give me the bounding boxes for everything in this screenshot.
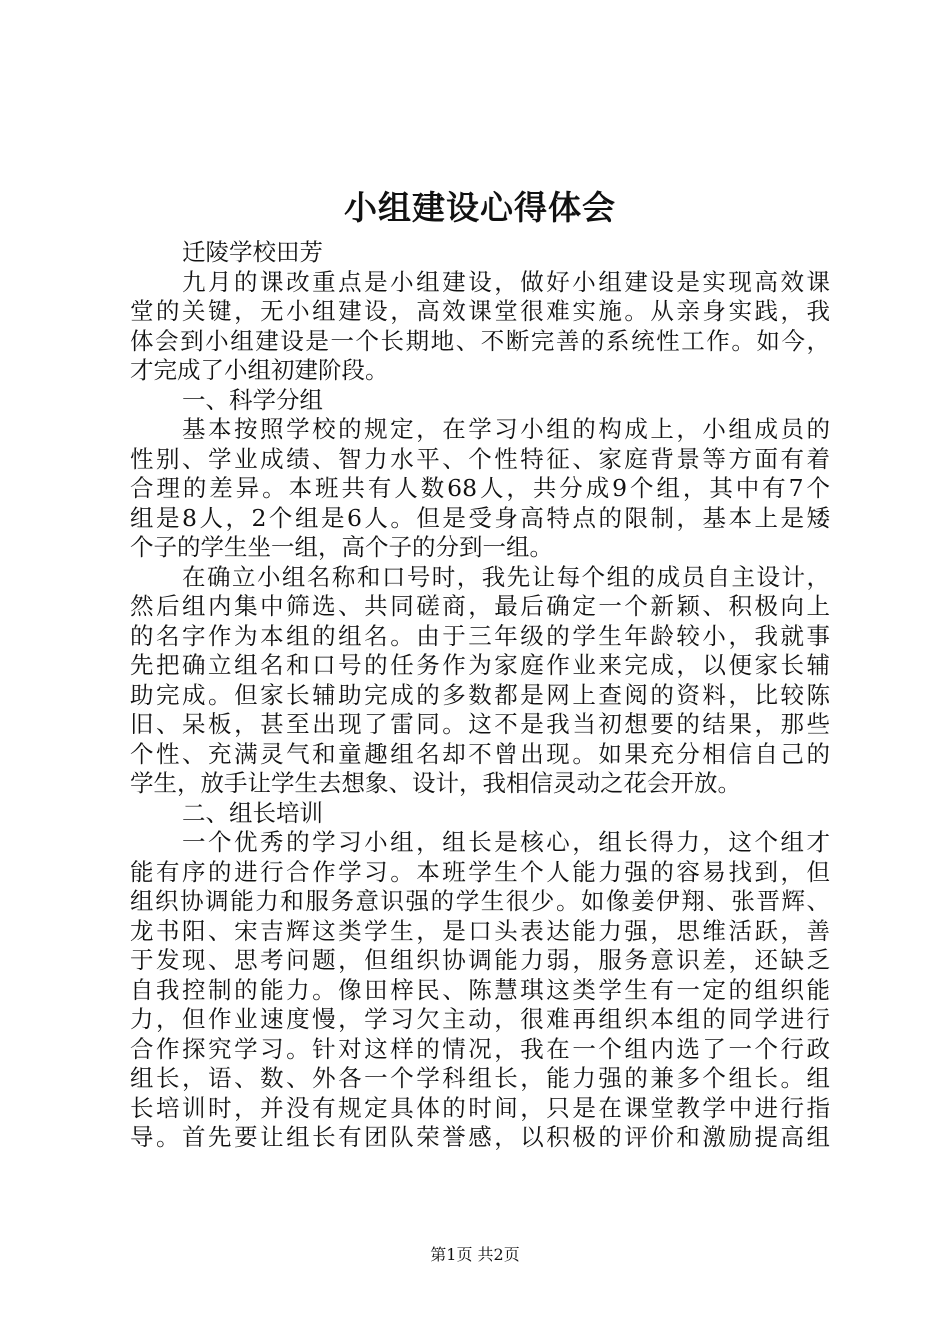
paragraph-line: 于发现、思考问题，但组织协调能力弱，服务意识差，还缺乏 (130, 946, 830, 974)
paragraph-line: 在确立小组名称和口号时，我先让每个组的成员自主设计， (182, 562, 830, 591)
page-footer: 第1页 共2页 (430, 1245, 520, 1264)
paragraph-line: 体会到小组建设是一个长期地、不断完善的系统性工作。如今， (130, 326, 830, 355)
document-body (130, 268, 830, 1153)
paragraph-line: 然后组内集中筛选、共同磋商，最后确定一个新颖、积极向上 (130, 592, 830, 620)
paragraph-line: 先把确立组名和口号的任务作为家庭作业来完成，以便家长辅 (130, 651, 830, 679)
paragraph-line: 长培训时，并没有规定具体的时间，只是在课堂教学中进行指 (130, 1093, 830, 1122)
paragraph-line: 性别、学业成绩、智力水平、个性特征、家庭背景等方面有着 (130, 444, 830, 473)
paragraph-line: 一、科学分组 (182, 385, 323, 414)
paragraph-line: 旧、呆板，甚至出现了雷同。这不是我当初想要的结果，那些 (130, 710, 830, 738)
paragraph-line: 个性、充满灵气和童趣组名却不曾出现。如果充分相信自己的 (130, 739, 830, 768)
paragraph-line: 一个优秀的学习小组，组长是核心，组长得力，这个组才 (182, 828, 830, 856)
paragraph-line: 龙书阳、宋吉辉这类学生，是口头表达能力强，思维活跃，善 (130, 916, 830, 945)
paragraph-line: 力，但作业速度慢，学习欠主动，很难再组织本组的同学进行 (130, 1005, 830, 1033)
paragraph-line: 合理的差异。本班共有人数68人，共分成9个组，其中有7个 (130, 474, 830, 502)
paragraph-line: 的名字作为本组的组名。由于三年级的学生年龄较小，我就事 (130, 621, 830, 650)
author-line: 迁陵学校田芳 (182, 238, 323, 266)
paragraph-line: 自我控制的能力。像田梓民、陈慧琪这类学生有一定的组织能 (130, 975, 830, 1004)
paragraph-line: 组长，语、数、外各一个学科组长，能力强的兼多个组长。组 (130, 1064, 830, 1092)
paragraph-line: 组是8人，2个组是6人。但是受身高特点的限制，基本上是矮 (130, 503, 830, 532)
paragraph-line: 才完成了小组初建阶段。 (130, 356, 389, 384)
paragraph-line: 堂的关键，无小组建设，高效课堂很难实施。从亲身实践，我 (130, 297, 830, 325)
paragraph-line: 能有序的进行合作学习。本班学生个人能力强的容易找到，但 (130, 857, 830, 886)
paragraph-line: 组织协调能力和服务意识强的学生很少。如像姜伊翔、张晋辉、 (130, 887, 830, 915)
paragraph-line: 九月的课改重点是小组建设，做好小组建设是实现高效课 (182, 267, 830, 296)
paragraph-line: 合作探究学习。针对这样的情况，我在一个组内选了一个行政 (130, 1034, 830, 1063)
document-title: 小组建设心得体会 (344, 188, 616, 227)
paragraph-line: 个子的学生坐一组，高个子的分到一组。 (130, 533, 553, 561)
paragraph-line: 学生，放手让学生去想象、设计，我相信灵动之花会开放。 (130, 769, 741, 797)
paragraph-line: 基本按照学校的规定，在学习小组的构成上，小组成员的 (182, 415, 830, 443)
paragraph-line: 二、组长培训 (182, 798, 323, 827)
paragraph-line: 导。首先要让组长有团队荣誉感，以积极的评价和激励提高组 (130, 1123, 830, 1151)
paragraph-line: 助完成。但家长辅助完成的多数都是网上查阅的资料，比较陈 (130, 680, 830, 709)
document-page (130, 180, 830, 1153)
